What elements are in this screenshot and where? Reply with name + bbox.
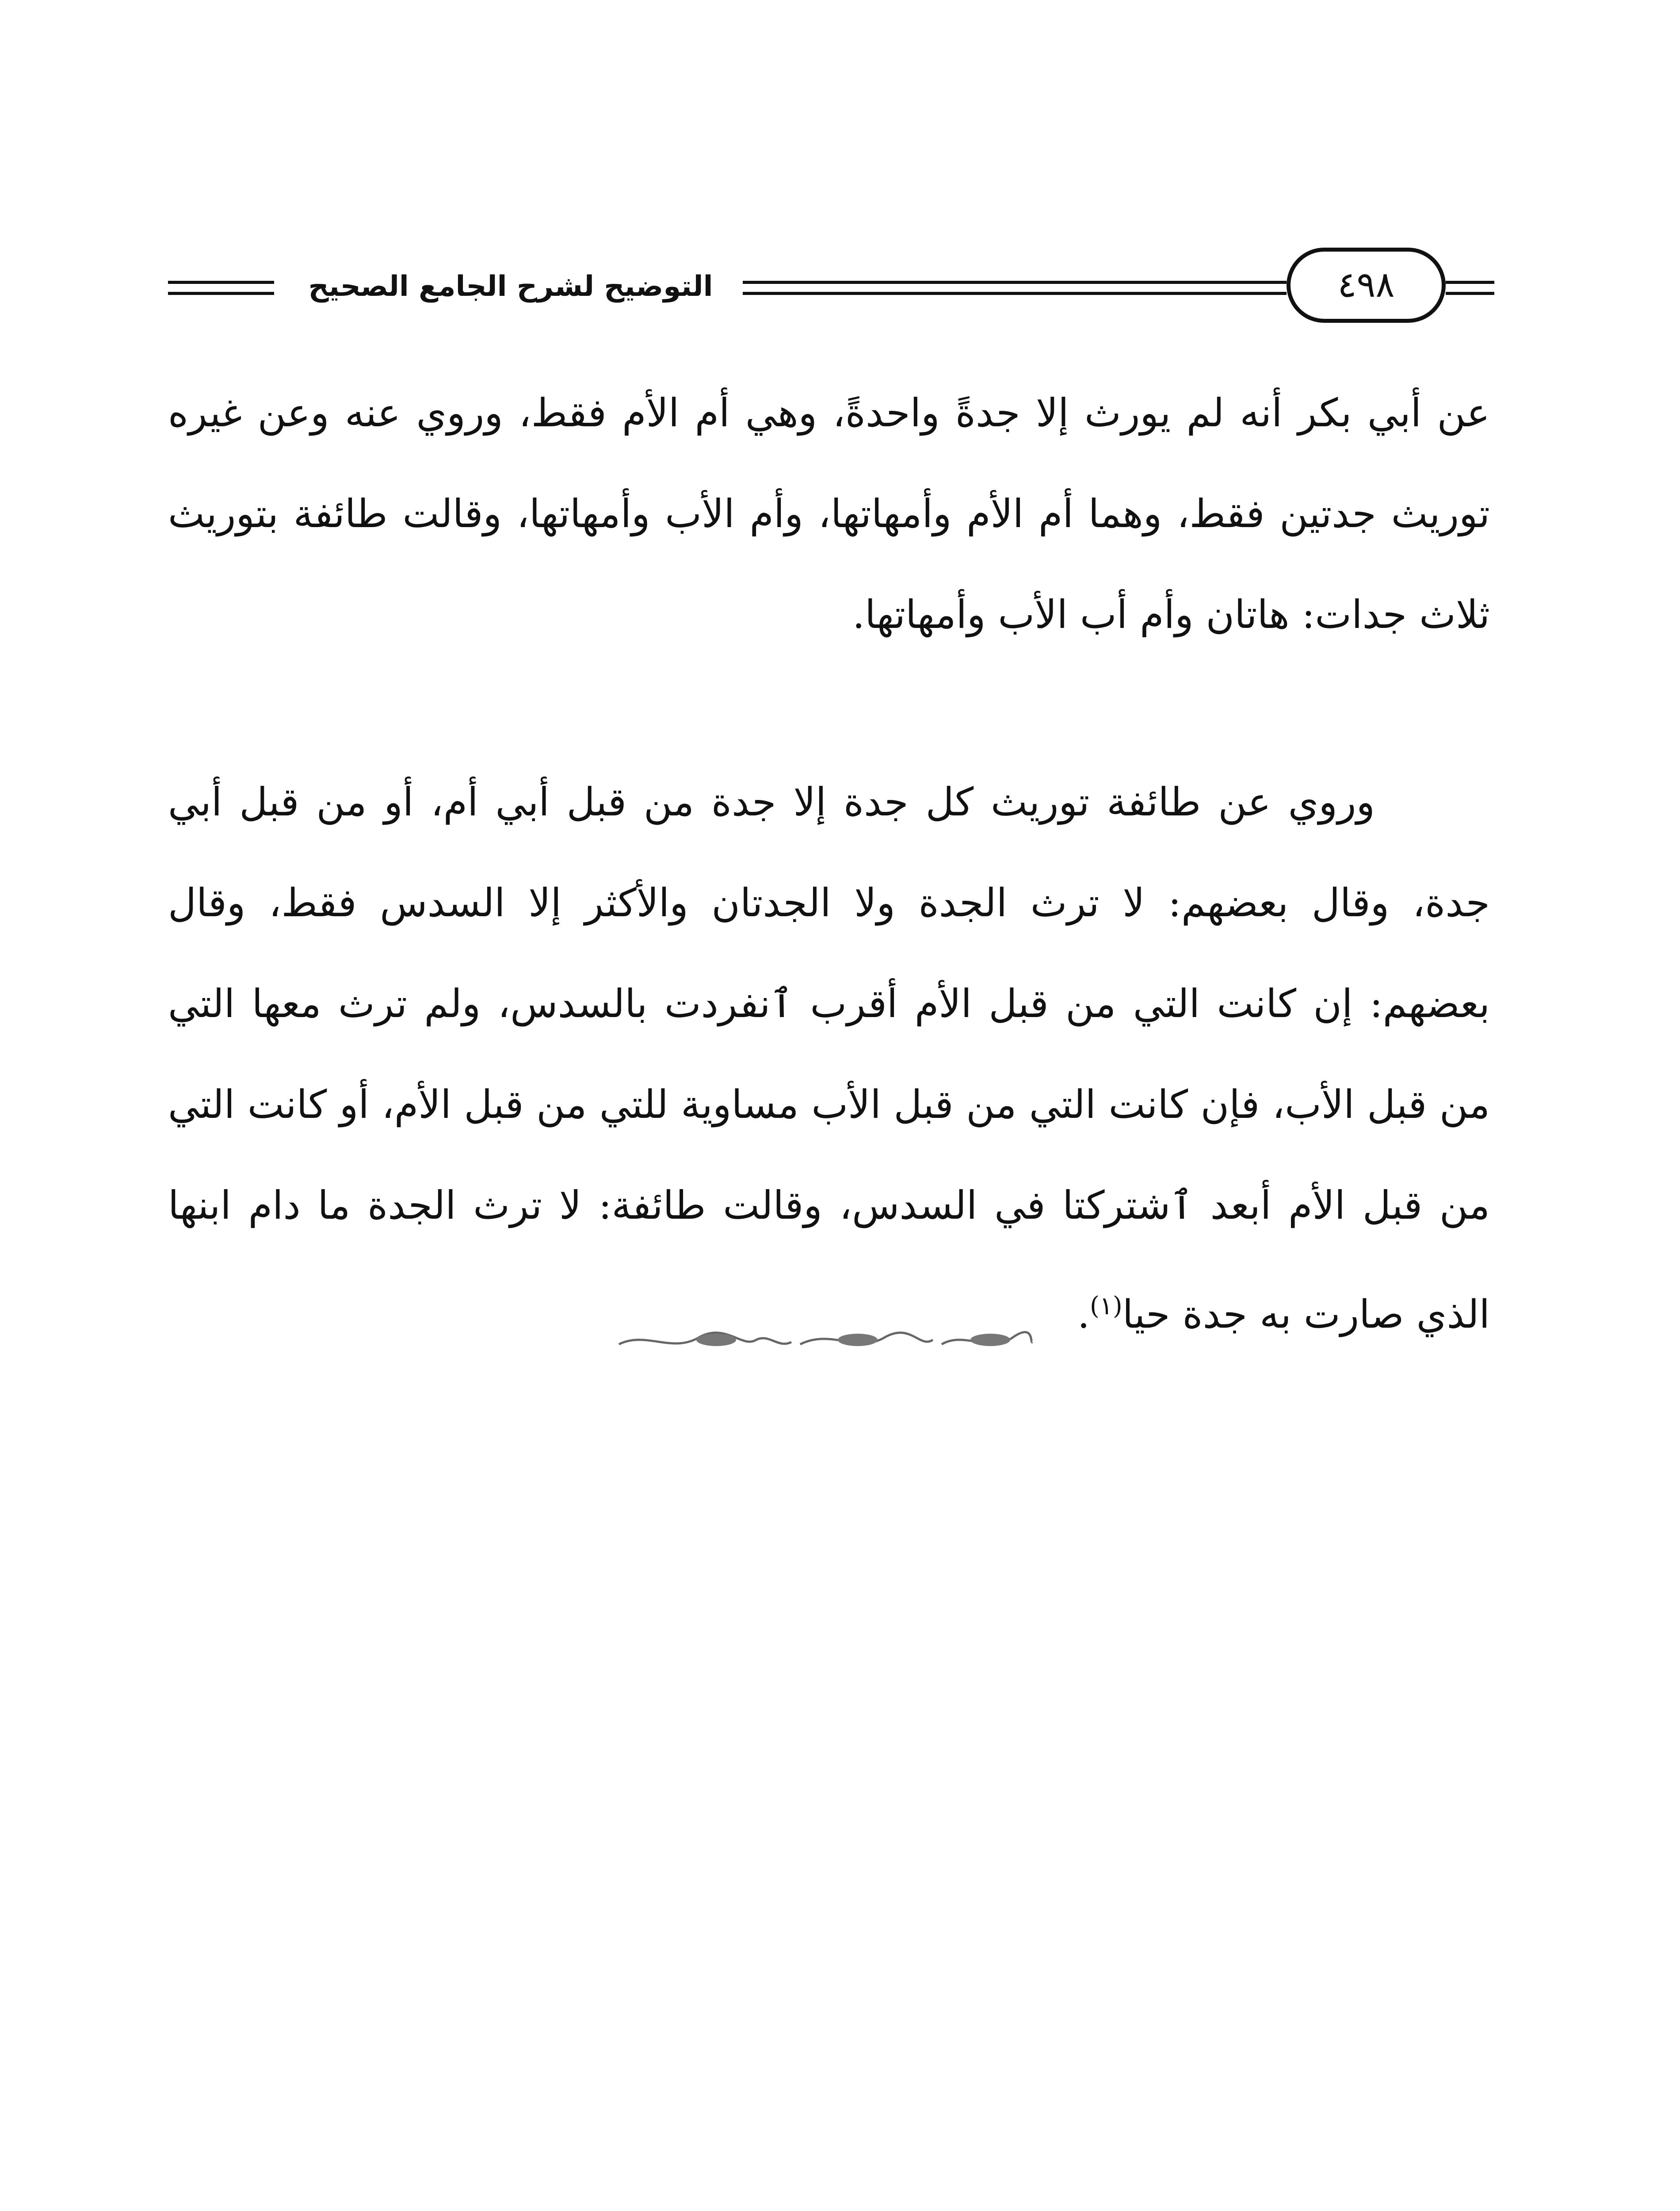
body-paragraph-2 (168, 752, 1490, 1365)
body-paragraph-1 (168, 363, 1490, 665)
page-number-badge: ٤٩٨ (1287, 248, 1446, 323)
body-paragraph-1-text: عن أبي بكر أنه لم يورث إلا جدةً واحدةً، وهي أم الأم فقط، وروي عنه وعن غيره توريث جدتين فقط، وهما أم الأم وأمهاتها، وأم الأب وأمهاتها، وقالت طائفة بتوريث ثلاث جدات: هاتان وأم أب الأب وأمهاتها. (168, 390, 1490, 637)
header-book-title: التوضيح لشرح الجامع الصحيح (308, 270, 713, 303)
header-rule-right (1446, 281, 1494, 295)
body-paragraph-2-text: وروي عن طائفة توريث كل جدة إلا جدة من قبل أبي أم، أو من قبل أبي جدة، وقال بعضهم: لا ترث الجدة ولا الجدتان والأكثر إلا السدس فقط، وقال بعضهم: إن كانت التي من قبل الأم أقرب ٱنفردت بالسدس، ولم ترث معها التي من قبل الأب، فإن كانت التي من قبل الأب مساوية للتي من قبل الأم، أو كانت التي من قبل الأم أبعد ٱشتركتا في السدس، وقالت طائفة: لا ترث الجدة ما دام ابنها الذي صارت به جدة حيا (168, 779, 1490, 1337)
header-rule-left (168, 281, 274, 295)
section-end-ornament (610, 1322, 1039, 1358)
running-header (168, 248, 1494, 323)
footnote-marker: (١) (1089, 1292, 1123, 1320)
final-punctuation: . (1077, 1291, 1090, 1337)
header-rule-middle (743, 281, 1287, 295)
